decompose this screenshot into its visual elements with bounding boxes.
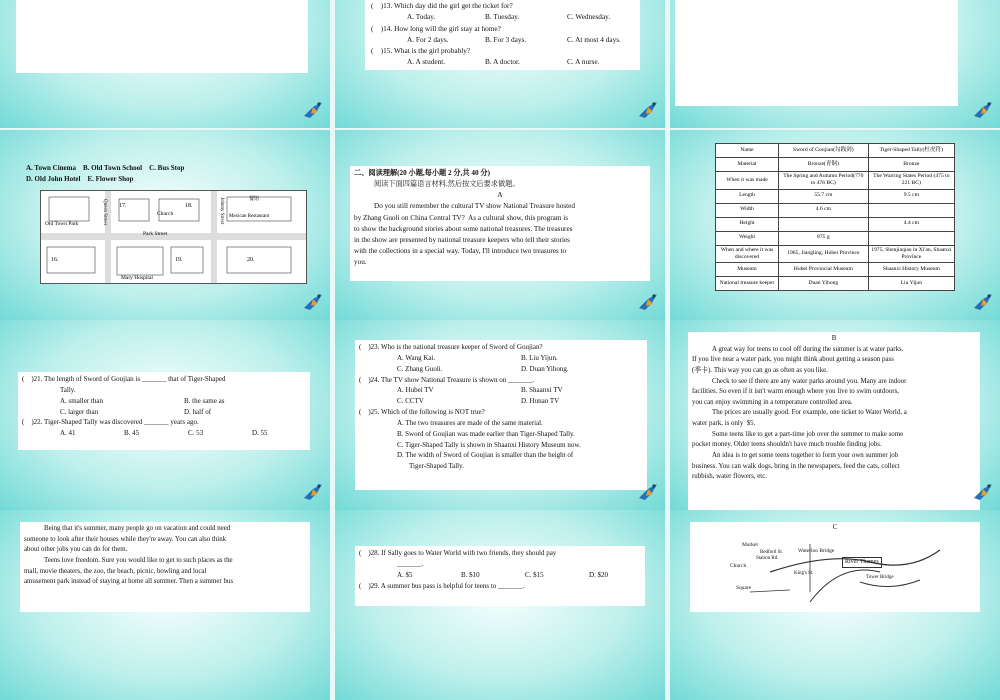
map-label-waterloo: Waterloo Bridge bbox=[798, 548, 835, 554]
question-15: ( )15. What is the girl probably? bbox=[371, 46, 471, 56]
map-blank-16: 16. bbox=[51, 257, 59, 263]
option: C. 53 bbox=[188, 429, 204, 438]
table-cell: Weight bbox=[716, 231, 779, 245]
option: A. $5 bbox=[397, 570, 413, 579]
passage-line: Do you still remember the cultural TV show National Treasure hosted bbox=[374, 202, 575, 211]
option: B. A doctor. bbox=[485, 57, 520, 67]
passage-line: water park, is only $5. bbox=[692, 420, 756, 427]
passage-line: An idea is to get some teens together to form your own summer job bbox=[712, 451, 899, 459]
option: D. $20 bbox=[589, 570, 609, 579]
passage-line: mall, movie theaters, the zoo, the beach, picnic, bowling and local bbox=[24, 567, 207, 575]
passage-line: amusement park instead of staying at home all summer. Then a summer bus bbox=[24, 578, 234, 586]
option: C. CCTV bbox=[397, 397, 424, 406]
map-choices-line-2: D. Old John Hotel E. Flower Shop bbox=[26, 175, 134, 184]
option: D. half of bbox=[184, 407, 212, 416]
option: A. For 2 days. bbox=[407, 34, 449, 44]
slide-thumbnail-6[interactable] bbox=[670, 130, 1000, 320]
map-label-market: Market bbox=[742, 542, 758, 548]
table-cell: 1965, Jiangling, Hubei Province bbox=[779, 245, 869, 263]
question-22: ( )22. Tiger-Shaped Tally was discovered _______ years ago. bbox=[22, 418, 199, 427]
map-label-queen-street: Queen Street bbox=[102, 199, 107, 225]
slide-thumbnail-3[interactable] bbox=[670, 0, 1000, 128]
map-choices-line-1: A. Town Cinema B. Old Town School C. Bus Stop bbox=[26, 164, 185, 172]
table-cell: National treasure keeper bbox=[716, 277, 779, 291]
map-label-park-street: Park Street bbox=[143, 231, 168, 237]
map-label-church: Church bbox=[157, 211, 174, 217]
passage-line: to show the background stories about some national treasures. The treasures bbox=[354, 224, 573, 233]
map-blank-19: 19. bbox=[175, 257, 183, 263]
table-cell: Liu Yijun bbox=[868, 277, 954, 291]
option: B. For 3 days. bbox=[485, 34, 527, 44]
reading-c-card bbox=[690, 522, 980, 612]
question-28-blank: _______. bbox=[397, 559, 424, 568]
blank-card bbox=[16, 0, 308, 73]
option: D. 55 bbox=[252, 429, 268, 438]
question-13: ( )13. Which day did the girl get the ticket for? bbox=[371, 1, 513, 10]
passage-line: rubbish, water flowers, etc. bbox=[692, 473, 768, 481]
questions-card bbox=[365, 0, 640, 70]
table-cell: The Warring States Period (475 to 221 BC) bbox=[868, 172, 954, 190]
question-14: ( )14. How long will the girl stay at home? bbox=[371, 23, 501, 33]
passage-line: If you live near a water park, you might think about getting a season pass bbox=[692, 356, 894, 364]
map-blank-20: 20. bbox=[247, 257, 255, 263]
option: B. Sword of Goujian was made earlier than Tiger-Shaped Tally. bbox=[397, 429, 575, 438]
map-label-station-rd: Station Rd. bbox=[756, 556, 779, 561]
map-label-square: Square bbox=[736, 585, 752, 591]
option: C. larger than bbox=[60, 407, 99, 416]
option: A. A student. bbox=[407, 57, 446, 67]
slide-thumbnail-1[interactable] bbox=[0, 0, 330, 128]
bird-logo-icon bbox=[972, 482, 994, 502]
slide-thumbnail-7[interactable] bbox=[0, 320, 330, 510]
bird-logo-icon bbox=[972, 292, 994, 312]
passage-line: A great way for teens to cool off during the summer is at water parks. bbox=[712, 345, 904, 353]
table-row bbox=[716, 189, 955, 203]
passage-line: business. You can walk dogs, bring in the newspapers, feed the cats, collect bbox=[692, 462, 900, 470]
table-header-cell: Name bbox=[716, 144, 779, 158]
passage-line: about other jobs you can do for them. bbox=[24, 546, 128, 554]
table-row bbox=[716, 203, 955, 217]
questions-card bbox=[355, 546, 645, 606]
table-header-cell: Sword of Goujian(勾践剑) bbox=[779, 144, 869, 158]
option: B. 45 bbox=[124, 429, 140, 438]
option: C. A nurse. bbox=[567, 57, 600, 67]
table-cell bbox=[779, 217, 869, 231]
table-cell: Width bbox=[716, 203, 779, 217]
table-cell: Duan Yihong bbox=[779, 277, 869, 291]
table-row bbox=[716, 245, 955, 263]
slide-thumbnail-4[interactable] bbox=[0, 130, 330, 320]
map-blank-18: 18. bbox=[185, 203, 193, 209]
bird-logo-icon bbox=[302, 292, 324, 312]
passage-line: with the collections in a special way. Today, I'll introduce two treasures to bbox=[354, 247, 567, 256]
passage-letter: A bbox=[497, 191, 503, 200]
question-29: ( )29. A summer bus pass is helpful for teens to _______. bbox=[359, 581, 525, 590]
slide-thumbnail-2[interactable] bbox=[335, 0, 665, 128]
table-cell: Shaanxi History Museum bbox=[868, 263, 954, 277]
map-label-tower-bridge: Tower Bridge bbox=[866, 575, 894, 580]
option: A. smaller than bbox=[60, 396, 103, 405]
question-23: ( )23. Who is the national treasure keeper of Sword of Goujian? bbox=[359, 343, 543, 351]
bird-logo-icon bbox=[302, 482, 324, 502]
slide-thumbnail-8[interactable] bbox=[335, 320, 665, 510]
passage-line: in the show are presented by national treasure keepers who tell their stories bbox=[354, 235, 570, 244]
option: A. Hubei TV bbox=[397, 386, 434, 395]
map-drawing bbox=[41, 191, 306, 283]
bird-logo-icon bbox=[972, 100, 994, 120]
bird-logo-icon bbox=[302, 100, 324, 120]
option: D. Hunan TV bbox=[521, 397, 560, 406]
table-cell: Material bbox=[716, 158, 779, 172]
slide-thumbnail-12[interactable] bbox=[670, 510, 1000, 700]
passage-line: Some teens like to get a part-time job over the summer to make some bbox=[712, 430, 904, 438]
option: B. Shaanxi TV bbox=[521, 386, 563, 395]
table-row bbox=[716, 231, 955, 245]
map-label-park: Old Town Park bbox=[45, 221, 79, 227]
slide-thumbnail-5[interactable] bbox=[335, 130, 665, 320]
map-label-kings-st: King's St. bbox=[794, 571, 814, 576]
option: B. Tuesday. bbox=[485, 12, 520, 22]
map-restaurant-sign: 餐馆 bbox=[249, 197, 260, 202]
option: C. Tiger-Shaped Tally is shown in Shaanxi History Museum now. bbox=[397, 440, 581, 449]
treasure-table bbox=[715, 143, 955, 291]
question-21: ( )21. The length of Sword of Goujian is _______ that of Tiger-Shaped bbox=[22, 375, 226, 383]
bird-logo-icon bbox=[637, 292, 659, 312]
passage-line: you. bbox=[354, 258, 367, 267]
option: B. the same as bbox=[184, 396, 225, 405]
table-cell bbox=[868, 203, 954, 217]
table-cell: Bronze(青铜) bbox=[779, 158, 869, 172]
passage-line: Being that it's summer, many people go on vacation and could need bbox=[44, 525, 231, 532]
table-cell: When and where it was discovered bbox=[716, 245, 779, 263]
reading-a-card bbox=[350, 166, 650, 281]
question-21-cont: Tally. bbox=[60, 385, 76, 394]
option: C. Wednesday. bbox=[567, 12, 611, 22]
table-cell: 9.5 cm bbox=[868, 189, 954, 203]
table-row bbox=[716, 158, 955, 172]
map-label-church: Church bbox=[730, 563, 747, 569]
option: B. $10 bbox=[461, 570, 480, 579]
table-cell: 55.7 cm bbox=[779, 189, 869, 203]
section-title: 二、阅读理解(20 小题,每小题 2 分,共 40 分) bbox=[354, 169, 490, 177]
table-cell: 4.6 cm bbox=[779, 203, 869, 217]
option: A. 41 bbox=[60, 429, 76, 438]
questions-card bbox=[355, 340, 647, 490]
slide-thumbnail-11[interactable] bbox=[335, 510, 665, 700]
option: A. The two treasures are made of the same material. bbox=[397, 418, 543, 427]
section-instruction: 阅读下面四篇语言材料,然后按文后要求做题。 bbox=[374, 180, 520, 189]
table-row bbox=[716, 277, 955, 291]
passage-line: by Zhang Guoli on China Central TV? As a cultural show, this program is bbox=[354, 213, 568, 222]
bird-logo-icon bbox=[637, 100, 659, 120]
question-28: ( )28. If Sally goes to Water World with two friends, they should pay bbox=[359, 549, 557, 557]
option: C. At most 4 days. bbox=[567, 34, 621, 44]
table-cell: 1975, Shenjiaqiao in Xi'an, Shaanxi Province bbox=[868, 245, 954, 263]
table-cell: Museum bbox=[716, 263, 779, 277]
passage-line: pocket money. Older teens shouldn't have much trouble finding jobs. bbox=[692, 441, 882, 449]
passage-line: you can enjoy swimming in a temperature controlled area. bbox=[692, 398, 853, 406]
map-label-restaurant: Mexican Restaurant bbox=[229, 214, 270, 219]
slide-thumbnail-9[interactable] bbox=[670, 320, 1000, 510]
map-label-johnny-street: Johnny Street bbox=[219, 197, 224, 225]
questions-card bbox=[18, 372, 310, 450]
slide-thumbnail-10[interactable] bbox=[0, 510, 330, 700]
street-map bbox=[40, 190, 307, 284]
table-header-cell: Tiger-Shaped Tally(杜虎符) bbox=[868, 144, 954, 158]
option: C. $15 bbox=[525, 570, 544, 579]
question-25: ( )25. Which of the following is NOT true? bbox=[359, 408, 485, 417]
option: A. Today. bbox=[407, 12, 436, 22]
map-label-bedford: Bedford St. bbox=[760, 550, 784, 555]
option-cont: Tiger-Shaped Tally. bbox=[409, 462, 464, 471]
passage-line: someone to look after their houses while they're away. You can also think bbox=[24, 535, 227, 543]
passage-line: Teens love freedom. Sure you would like to get to such places as the bbox=[44, 556, 233, 564]
option: A. Wang Kai. bbox=[397, 353, 436, 362]
map-blank-17: 17. bbox=[119, 203, 127, 209]
table-cell bbox=[868, 231, 954, 245]
option: C. Zhang Guoli. bbox=[397, 364, 443, 373]
map-label-river: River Thames bbox=[842, 557, 882, 568]
passage-line: The prices are usually good. For example, one ticket to Water World, a bbox=[712, 409, 907, 417]
blank-card bbox=[675, 0, 958, 106]
question-24: ( )24. The TV show National Treasure is shown on _______. bbox=[359, 375, 535, 384]
table-row bbox=[716, 217, 955, 231]
reading-b-card bbox=[688, 332, 980, 510]
table-header-row bbox=[716, 144, 955, 158]
reading-b-cont-card bbox=[20, 522, 310, 612]
passage-letter: C bbox=[832, 523, 838, 531]
table-cell: Bronze bbox=[868, 158, 954, 172]
table-cell: 875 g bbox=[779, 231, 869, 245]
city-map bbox=[750, 532, 950, 612]
table-cell: The Spring and Autumn Period(770 to 476 BC) bbox=[779, 172, 869, 190]
table-row bbox=[716, 263, 955, 277]
table-cell: Hubei Provincial Museum bbox=[779, 263, 869, 277]
passage-line: facilities. So even if it isn't warm enough where you live to swim outdoors, bbox=[692, 388, 899, 396]
bird-logo-icon bbox=[637, 482, 659, 502]
option: D. The width of Sword of Goujian is smaller than the height of bbox=[397, 451, 574, 460]
table-cell: When it was made bbox=[716, 172, 779, 190]
passage-letter: B bbox=[831, 335, 837, 342]
map-label-hospital: Mary Hospital bbox=[121, 275, 153, 281]
passage-line: (季卡). This way you can go as often as you like. bbox=[692, 366, 828, 374]
table-cell: Length bbox=[716, 189, 779, 203]
passage-line: Check to see if there are any water parks around you. Many are indoor bbox=[712, 377, 907, 385]
option: D. Duan Yihong. bbox=[521, 364, 569, 373]
option: B. Liu Yijun. bbox=[521, 353, 558, 362]
table-cell: 4.4 cm bbox=[868, 217, 954, 231]
table-cell: Height bbox=[716, 217, 779, 231]
table-row bbox=[716, 172, 955, 190]
